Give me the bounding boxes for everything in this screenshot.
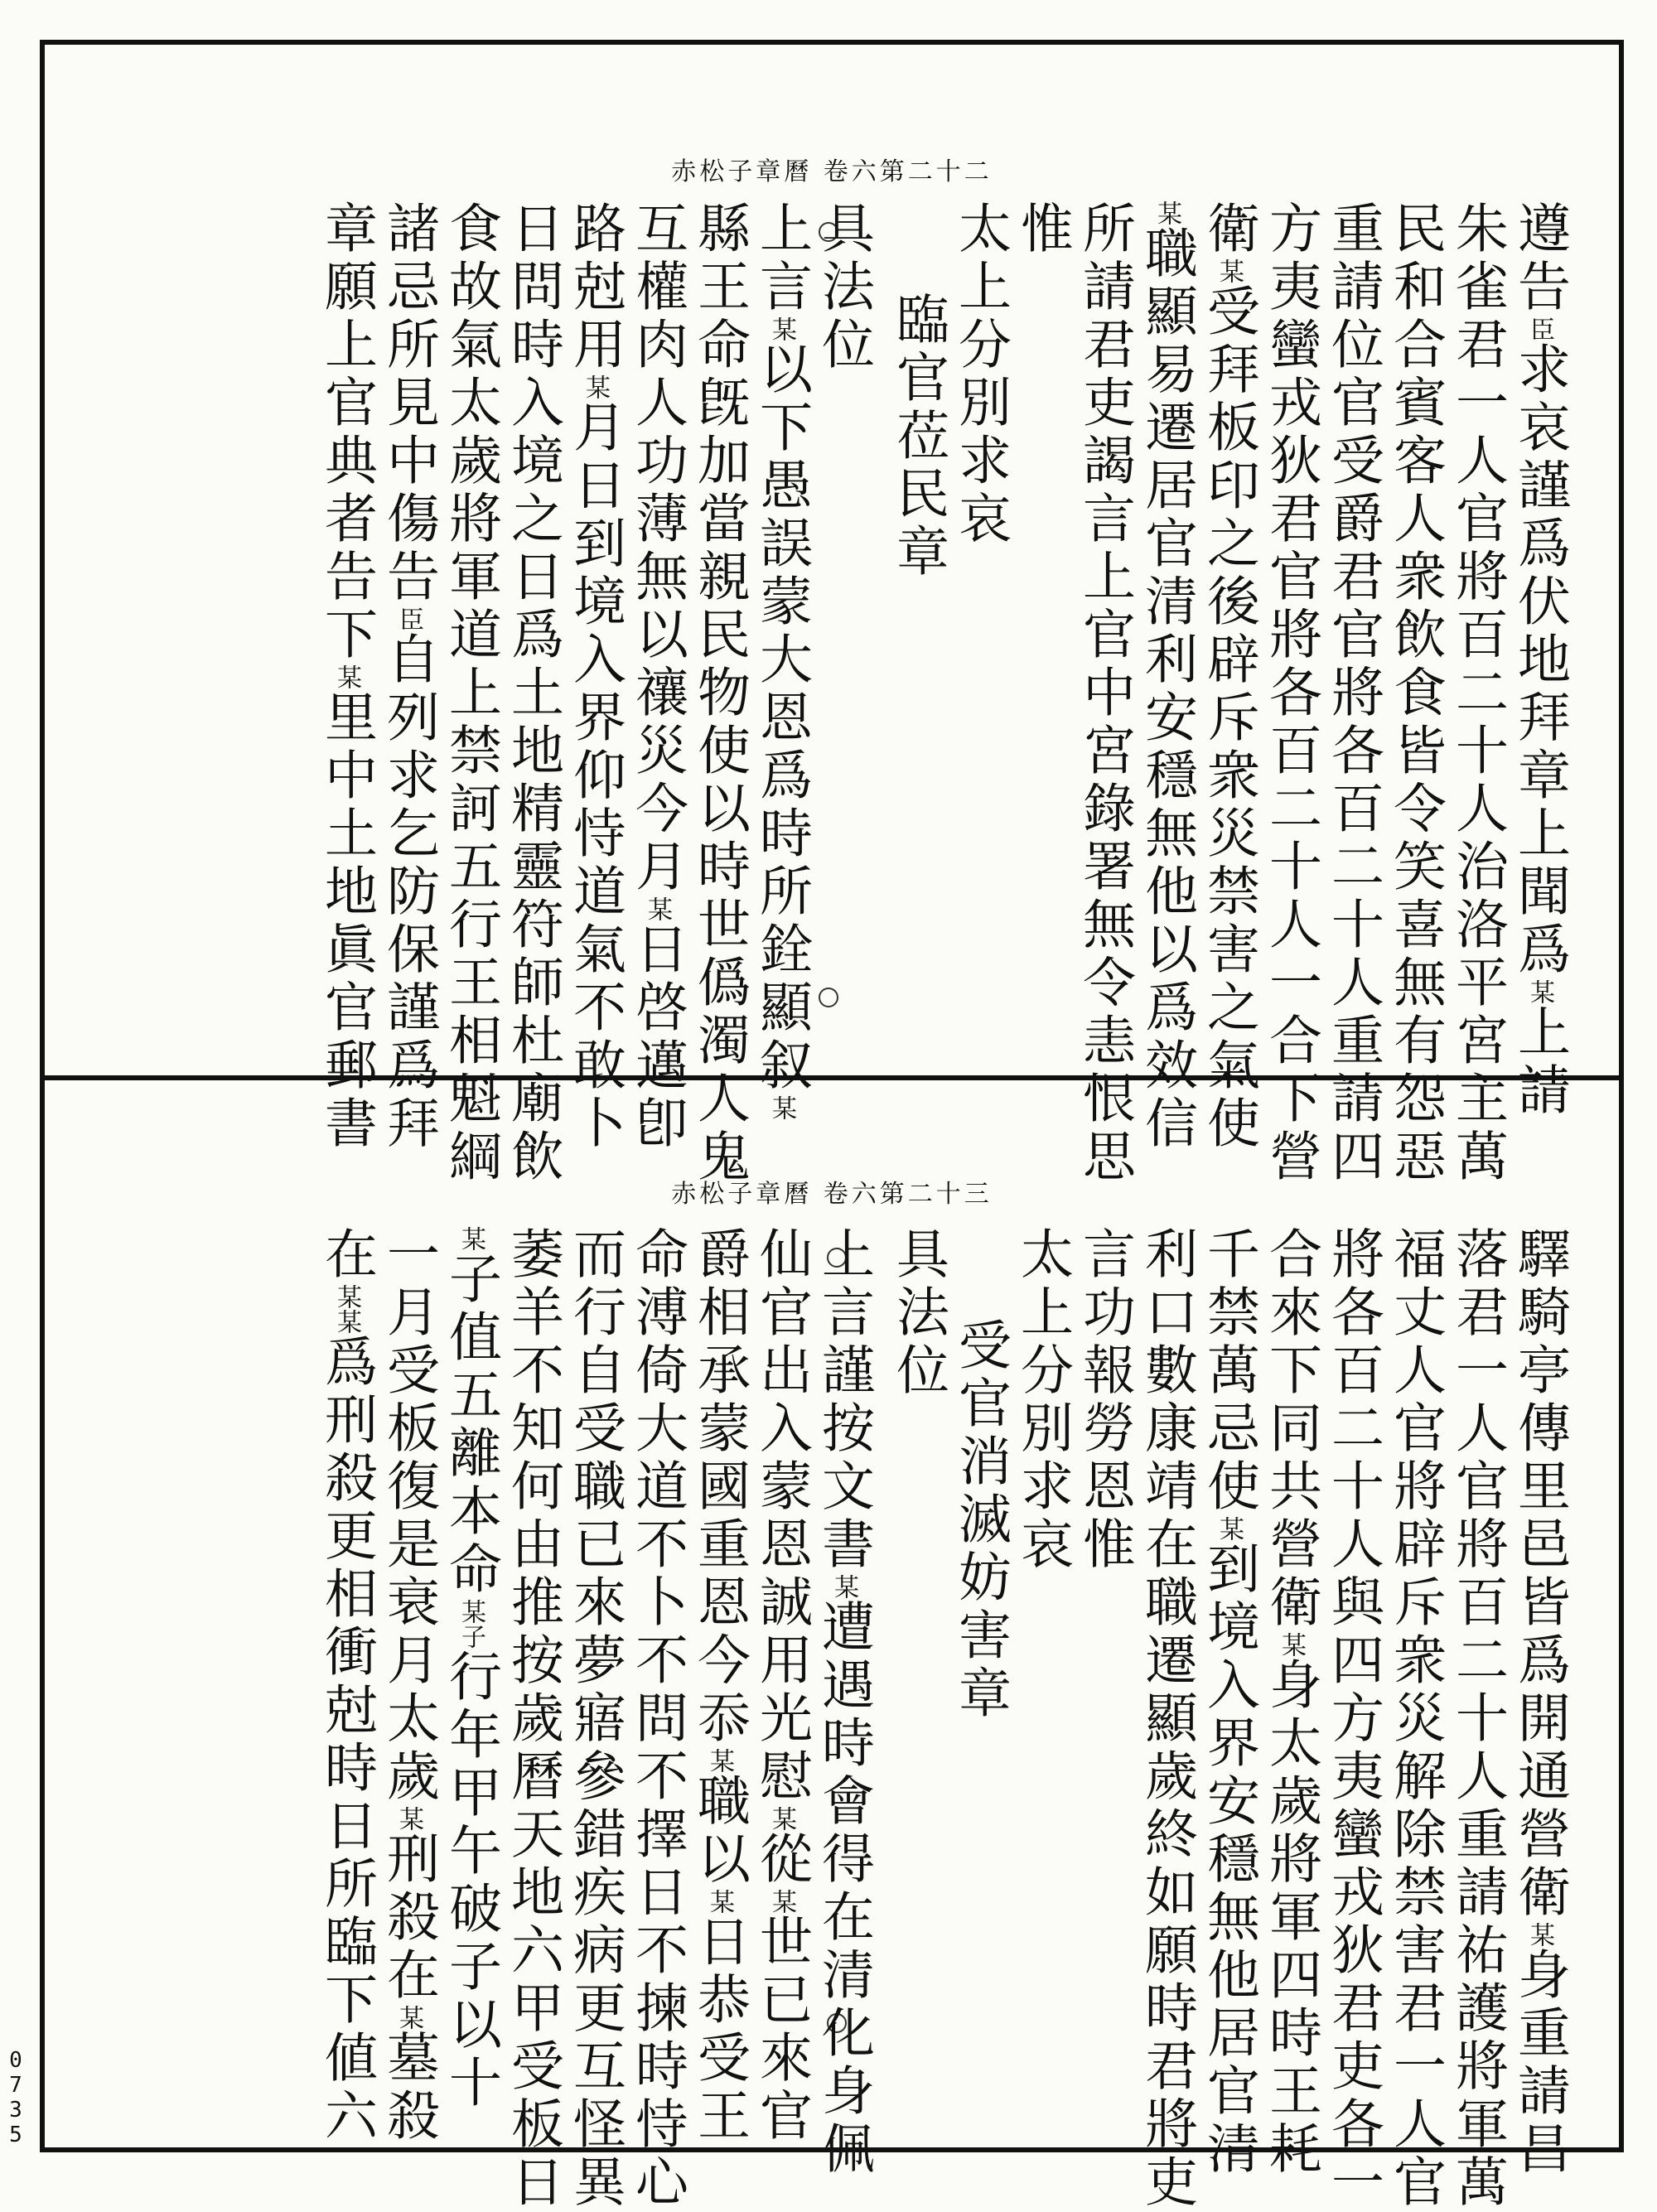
text-column — [1318, 200, 1388, 1186]
text-column — [622, 200, 692, 1153]
text-run: 重請位官受爵君官將各百二十人重請四 — [1322, 200, 1384, 1186]
page-header: 赤松子章曆 卷六第二十三 — [671, 1180, 993, 1209]
text-run: 將各百二十人與四方夷蠻戎狄君吏各一 — [1322, 1226, 1384, 2212]
text-run: 里中土地眞官郵書 — [316, 689, 377, 1153]
small-annotation: 某 — [829, 1574, 858, 1599]
text-column — [436, 1226, 505, 2113]
text-run: 合來下同共營衛 — [1260, 1226, 1321, 1632]
text-run: 諸忌所見中傷告 — [378, 200, 439, 606]
text-column — [945, 200, 1015, 548]
text-run: 上請 — [1509, 1004, 1570, 1120]
text-run: 月日到境入界仰恃道氣不敢卜 — [564, 399, 626, 1153]
text-run: 千禁萬忌使 — [1198, 1226, 1259, 1516]
text-run: 受官消滅妨害章 — [949, 1317, 1011, 1723]
text-run: 在 — [316, 1226, 377, 1284]
text-run: 日啓邁卽 — [626, 921, 688, 1153]
text-column — [883, 1226, 953, 1400]
text-run: 到境入界安穩無他居官清 — [1198, 1541, 1259, 2179]
small-annotation: 某 — [1215, 1516, 1244, 1541]
text-run: 受拜板印之後辟斥衆災禁害之氣使 — [1198, 283, 1259, 1153]
text-run: 自列求乞防保謹爲拜 — [378, 631, 439, 1153]
text-column — [1380, 1226, 1450, 2212]
text-run: 萎羊不知何由推按歲曆天地六甲受板日 — [502, 1226, 563, 2212]
small-annotation: 某 — [332, 664, 361, 689]
text-column — [1442, 200, 1512, 1186]
text-run: 仙官出入蒙恩誠用光慰 — [751, 1226, 812, 1806]
small-annotation: 某 — [767, 1889, 796, 1914]
small-annotation: 臣 — [394, 606, 423, 631]
text-column — [809, 200, 878, 374]
text-run: 一月受板復是衰月太歲 — [378, 1226, 439, 1806]
small-annotation: 某 — [394, 1806, 423, 1831]
text-run: 章願上官典者告下 — [316, 200, 377, 664]
small-annotation: 某 — [1525, 979, 1554, 1004]
text-column — [1070, 200, 1139, 1186]
small-annotation: 某 — [1152, 200, 1181, 225]
small-annotation: 臣 — [1525, 316, 1554, 341]
text-run: 路尅用 — [564, 200, 626, 374]
text-run: 具法位 — [887, 1226, 949, 1400]
text-run: 食故氣太歲將軍道上禁訶五行王相魁綱 — [440, 200, 501, 1186]
text-column — [374, 1226, 443, 2146]
small-annotation: 某 — [643, 896, 672, 921]
text-column — [1194, 1226, 1263, 2179]
text-run: 驛騎亭傳里邑皆爲開通營衛 — [1509, 1226, 1570, 1922]
text-run: 世已來官 — [751, 1914, 812, 2146]
small-annotation: 某 — [1277, 1632, 1306, 1657]
text-column — [436, 200, 505, 1186]
text-run: 民和合賓客人衆飲食皆令笑喜無有怨惡 — [1384, 200, 1446, 1186]
text-run: 臨官莅民章 — [887, 292, 949, 582]
text-column — [622, 1226, 692, 2212]
text-run: 日問時入境之日爲土地精靈符師杜廟飲 — [502, 200, 563, 1186]
text-column — [498, 1226, 568, 2212]
text-column — [883, 292, 953, 582]
text-column — [1007, 1226, 1077, 1574]
text-column — [1132, 1226, 1201, 2212]
text-run: 職顯易遷居官清利安穩無他以爲效信 — [1136, 225, 1197, 1153]
text-column — [1007, 200, 1077, 258]
text-run: 利口數康靖在職遷顯歲終如願時君將吏 — [1136, 1226, 1197, 2212]
text-run: 上言謹按文書 — [813, 1226, 874, 1574]
text-run: 墓殺 — [378, 2030, 439, 2146]
text-run: 行年甲午破子以十 — [440, 1649, 501, 2113]
small-annotation: 某某 — [332, 1284, 361, 1334]
text-run: 所請君吏謁言上官中宮錄署無令恚恨思 — [1074, 200, 1135, 1186]
small-annotation: 某 — [705, 1889, 734, 1914]
text-run: 衛 — [1198, 200, 1259, 258]
text-column — [684, 200, 754, 1186]
circle-mark — [819, 988, 838, 1007]
text-column — [312, 200, 381, 1153]
text-run: 朱雀君一人官將百二十人治洛平宮主萬 — [1447, 200, 1508, 1186]
text-run: 求哀謹爲伏地拜章上聞爲 — [1509, 341, 1570, 979]
text-run: 爵相承蒙國重恩今忝 — [688, 1226, 750, 1748]
text-column — [684, 1226, 754, 2146]
text-column — [1070, 1226, 1139, 1574]
text-column — [1256, 200, 1326, 1186]
text-run: 爲刑殺更相衝尅時日所臨下値六 — [316, 1334, 377, 2146]
text-run: 互權肉人功薄無以禳災今月 — [626, 200, 688, 896]
small-annotation: 某 — [767, 316, 796, 341]
text-run: 上言 — [751, 200, 812, 316]
text-run: 以下愚誤蒙大恩爲時所銓顯叙 — [751, 341, 812, 1095]
text-run: 日恭受王 — [688, 1914, 750, 2146]
text-column — [1380, 200, 1450, 1186]
text-run: 刑殺在 — [378, 1831, 439, 2005]
text-run: 縣王命旣加當親民物使以時世僞濁人鬼 — [688, 200, 750, 1186]
text-column — [498, 200, 568, 1186]
text-run: 身太歲將軍四時王耗 — [1260, 1657, 1321, 2179]
text-run: 惟 — [1012, 200, 1073, 258]
text-run: 太上分別求哀 — [1012, 1226, 1073, 1574]
text-run: 遵告 — [1509, 200, 1570, 316]
text-column — [1442, 1226, 1512, 2212]
text-run: 而行自受職已來夢寤參錯疾病更互怪異 — [564, 1226, 626, 2212]
text-run: 職以 — [688, 1773, 750, 1889]
text-run: 福丈人官將辟斥衆災解除禁害君一人官 — [1384, 1226, 1446, 2212]
text-column — [374, 200, 443, 1153]
small-annotation: 某 — [581, 374, 610, 399]
small-annotation: 某 — [1215, 258, 1244, 283]
page-number: 0 7 3 5 — [9, 2048, 22, 2147]
text-column — [1505, 200, 1574, 1120]
text-column — [746, 1226, 816, 2146]
text-column — [809, 1226, 878, 2179]
text-column — [1256, 1226, 1326, 2179]
small-annotation: 某 — [394, 2005, 423, 2030]
text-run: 言功報勞恩惟 — [1074, 1226, 1135, 1574]
text-column — [560, 1226, 630, 2212]
text-column — [1318, 1226, 1388, 2212]
text-column — [312, 1226, 381, 2146]
small-annotation: 某 — [767, 1806, 796, 1831]
text-run: 從 — [751, 1831, 812, 1889]
text-run: 遭遇時會得在清化身佩 — [813, 1599, 874, 2179]
small-annotation: 某 — [705, 1748, 734, 1773]
text-column — [1505, 1226, 1574, 2179]
text-run: 具法位 — [813, 200, 874, 374]
small-annotation: 某子 — [457, 1599, 486, 1649]
small-annotation: 某 — [1525, 1922, 1554, 1947]
small-annotation: 某 — [767, 1095, 796, 1120]
text-column — [1194, 200, 1263, 1153]
page-header: 赤松子章曆 卷六第二十二 — [671, 157, 993, 186]
text-run: 落君一人官將百二十人重請祐護將軍萬 — [1447, 1226, 1508, 2212]
small-annotation: 某 — [457, 1226, 486, 1251]
text-column — [560, 200, 630, 1153]
text-column — [945, 1317, 1015, 1723]
text-run: 命溥倚大道不卜不問不擇日不揀時恃心 — [626, 1226, 688, 2212]
top-page — [45, 45, 1619, 1186]
bottom-page — [45, 1080, 1619, 2212]
text-run: 太上分別求哀 — [949, 200, 1011, 548]
text-column — [1132, 200, 1201, 1153]
text-run: 方夷蠻戎狄君官將各百二十人一合下營 — [1260, 200, 1321, 1186]
text-run: 子值五離本命 — [440, 1251, 501, 1599]
text-column — [746, 200, 816, 1120]
text-run: 身重請昌 — [1509, 1947, 1570, 2179]
